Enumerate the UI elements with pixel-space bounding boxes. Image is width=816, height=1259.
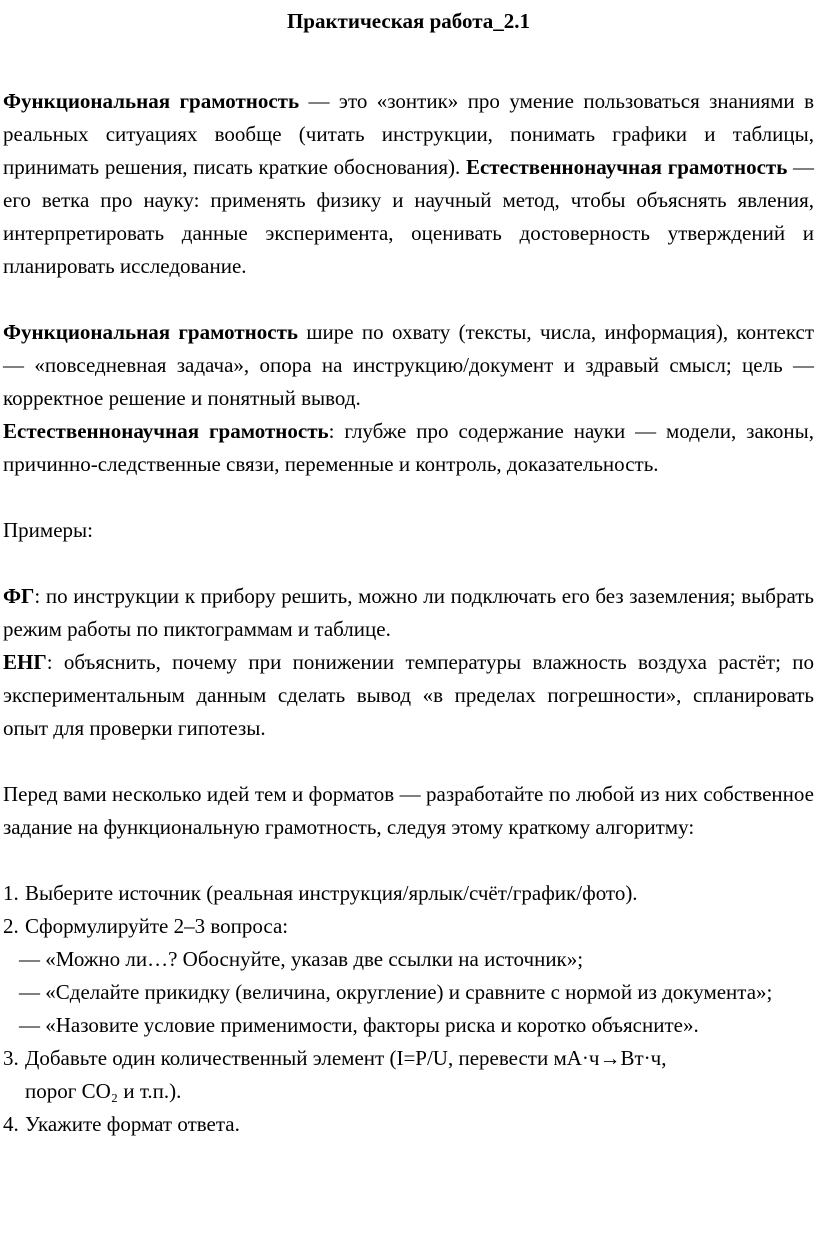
fg-definition: — это «зонтик» про умение пользоваться знаниями в реальных ситуациях вообще (читать инструкции, понимать графики и таблицы, принимать решения, писать краткие обоснования). [3, 89, 814, 179]
list-text: Укажите формат ответа. [25, 1112, 240, 1136]
list-number: 2. [3, 914, 19, 938]
intro-fg-paragraph [3, 85, 814, 283]
spacer [3, 481, 814, 514]
eng-term: Естественнонаучная грамотность [3, 419, 329, 443]
examples-heading: Примеры: [3, 518, 93, 542]
list-text: Добавьте один количественный элемент (I=P/U, перевести мА·ч→Вт·ч, [25, 1046, 667, 1070]
example-eng [3, 646, 814, 745]
sub-item: — «Сделайте прикидку (величина, округление) и сравните с нормой из документа»; [19, 980, 773, 1004]
example-fg [3, 580, 814, 646]
spacer [3, 844, 814, 877]
list-text-continuation: порог СО₂ и т.п.). [25, 1079, 182, 1103]
sub-item: — «Можно ли…? Обоснуйте, указав две ссылки на источник»; [19, 947, 584, 971]
spacer [3, 547, 814, 580]
list-item [3, 910, 814, 943]
page-title: Практическая работа_2.1 [286, 9, 531, 33]
sub-item: — «Назовите условие применимости, факторы риска и коротко объясните». [19, 1013, 699, 1037]
fg-comparison: шире по охвату (тексты, числа, информация), контекст — «повседневная задача», опора на инструкцию/документ и здравый смысл; цель — корректное решение и понятный вывод. [3, 320, 814, 410]
example-eng-text: : объяснить, почему при понижении температуры влажность воздуха растёт; по экспериментальным данным сделать вывод «в пределах погрешности», спланировать опыт для проверки гипотезы. [3, 650, 814, 740]
compare-eng-paragraph [3, 415, 814, 481]
task-paragraph: Перед вами несколько идей тем и форматов — разработайте по любой из них собственное задание на функциональную грамотность, следуя этому краткому алгоритму: [3, 782, 814, 839]
eng-comparison: : глубже про содержание науки — модели, законы, причинно-следственные связи, переменные и контроль, доказательность. [3, 419, 815, 476]
list-number: 3. [3, 1046, 19, 1070]
list-number: 4. [3, 1112, 19, 1136]
document-page [0, 5, 816, 1259]
list-number: 1. [3, 881, 19, 905]
eng-abbr: ЕНГ [3, 650, 47, 674]
list-item [3, 877, 814, 910]
fg-term: Функциональная грамотность [3, 320, 299, 344]
spacer [3, 745, 814, 778]
list-text: Сформулируйте 2–3 вопроса: [25, 914, 289, 938]
fg-term: Функциональная грамотность [3, 89, 300, 113]
list-item [3, 1108, 814, 1141]
eng-definition: — его ветка про науку: применять физику и научный метод, чтобы объяснять явления, интерпретировать данные эксперимента, оценивать достоверность утверждений и планировать исследование. [3, 155, 815, 278]
fg-abbr: ФГ [3, 584, 35, 608]
spacer [3, 283, 814, 316]
spacer [3, 38, 814, 71]
eng-term: Естественнонаучная грамотность [465, 155, 788, 179]
list-text: Выберите источник (реальная инструкция/ярлык/счёт/график/фото). [25, 881, 638, 905]
compare-fg-paragraph [3, 316, 814, 415]
list-item [3, 1042, 814, 1075]
example-fg-text: : по инструкции к прибору решить, можно ли подключать его без заземления; выбрать режим работы по пиктограммам и таблице. [3, 584, 814, 641]
